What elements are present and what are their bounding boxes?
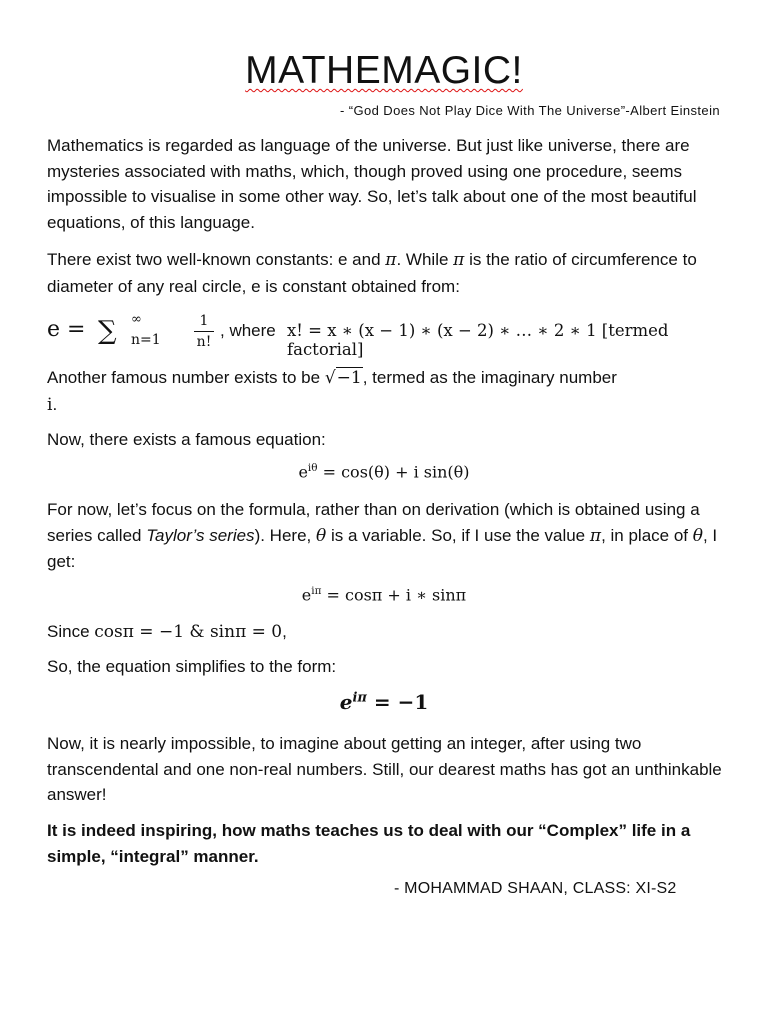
euler-identity: $e^{i\pi} = -1$ [339,690,429,714]
euler-pi-equation: $e^{i\pi} = \cos\pi + i$ ∗ sinπ [301,585,467,605]
author-signature: - MOHAMMAD SHAAN, CLASS: XI-S2 [394,880,677,897]
page-title: MATHEMAGIC! [245,49,523,92]
conclusion-paragraph: Now, it is nearly impossible, to imagine about getting an integer, after using two transcendental and one non-real numbers. Still, our dearest maths has got an unthinkable answer! [47,734,722,804]
taylor-paragraph: For now, let’s focus on the formula, rather than on derivation (which is obtained using a series called Taylor’s series). Here, θ is a variable. So, if I use the value π, in place of θ, I get: [47,500,718,571]
euler-formula: $e^{i\theta} = \cos(\theta) + i$ sin(θ) [298,462,470,482]
imaginary-paragraph: Another famous number exists to be √−1, termed as the imaginary number i. [47,368,617,415]
fraction: 1 n! [194,312,214,351]
intro-paragraph: Mathematics is regarded as language of the universe. But just like universe, there are mysteries associated with maths, which, though proved using one procedure, seems impossible to visualise in some other way. So, let’s talk about one of the most beautiful equations, of this language. [47,136,697,232]
simplifies-line: So, the equation simplifies to the form: [47,657,337,676]
e-series-equation: e = ∑ ∞ n=1 1 n! , where x! = x ∗ (x − 1) ∗ (x − 2) ∗ … ∗ 2 ∗ 1 [termed factorial] [47,312,669,359]
famous-equation-intro: Now, there exists a famous equation: [47,430,326,449]
since-line: Since cosπ = −1 & sinπ = 0, [47,622,287,642]
closing-bold-paragraph: It is indeed inspiring, how maths teaches us to deal with our “Complex” life in a simple, “integral” manner. [47,821,691,866]
einstein-quote: - “God Does Not Play Dice With The Universe”-Albert Einstein [340,103,720,118]
constants-paragraph: There exist two well-known constants: e and π. While π is the ratio of circumference to diameter of any real circle, e is constant obtained from: [47,250,697,296]
